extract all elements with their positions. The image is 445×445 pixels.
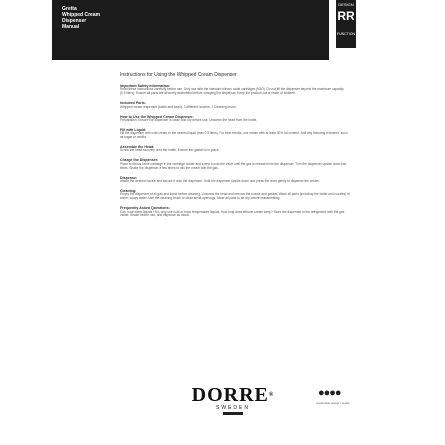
section-heading: Dispense: bbox=[120, 175, 138, 180]
section bbox=[120, 176, 350, 184]
section-text: Empty the dispenser of all gas and liquid before cleaning. Unscrew the head and remove the nozzle and gasket. Wash all parts (including the bottle and nozzles) in warm, soapy water. Use the cleaning brush to clean small openings. Allow all parts to air dry before reassembling. bbox=[120, 192, 350, 201]
header-text bbox=[62, 6, 100, 30]
section-text: Whipped cream dispenser (bottle and head), 3 different nozzles, 1 Cleaning brush. bbox=[120, 104, 237, 109]
brand-underline bbox=[223, 412, 243, 415]
dots-mark: ●●●● bbox=[318, 387, 341, 399]
section-text: Can I use warm liquids? No, only use cold or room temperature liquids. How long does leftover cream keep? Store the dispenser in the refrigerator with the gas inside. Shake before use, and dispense as usual. bbox=[120, 209, 345, 218]
section bbox=[120, 145, 350, 153]
badge-logo-text: RR bbox=[337, 9, 355, 23]
section-text: Attach the desired nozzle and secure it onto the dispenser. Hold the dispenser upside down and press the lever gently to dispense the cream. bbox=[120, 179, 320, 183]
section-heading: Fill with Liquid: bbox=[120, 127, 147, 132]
section-heading: Charge the Dispenser: bbox=[120, 158, 159, 163]
dots-caption: sustainable design • quality bbox=[316, 401, 350, 405]
badge-bottom-text: FUNCTION bbox=[336, 32, 356, 36]
section-heading: Included Parts: bbox=[120, 101, 146, 106]
brand-logo bbox=[183, 385, 283, 405]
instructions-content bbox=[120, 84, 350, 223]
section bbox=[120, 206, 350, 218]
brand-footer bbox=[183, 385, 283, 415]
registered-mark: ® bbox=[268, 392, 275, 398]
badge-top-text: DESIGN bbox=[338, 2, 354, 7]
section-text: Place a nitrous oxide cartridge in the cartridge holder and screw it onto the valve until the gas is released into the dispenser. Turn the dispenser upside down two times. Shake the dispenser a few times to mix the cream with the gas. bbox=[120, 161, 347, 170]
section-heading: Frequently Asked Questions: bbox=[120, 206, 170, 211]
section bbox=[120, 101, 350, 109]
section-heading: Assemble the Head: bbox=[120, 145, 155, 150]
section bbox=[120, 158, 350, 170]
section bbox=[120, 128, 350, 140]
section-text: Preparation: Ensure the dispenser is clean and dry before use. Unscrew the head from the bottle. bbox=[120, 117, 258, 122]
document-title: Instructions for Using the Whipped Cream Dispenser bbox=[120, 72, 237, 78]
header-line: Manual bbox=[62, 24, 80, 30]
brand-name: DORRE bbox=[191, 384, 269, 406]
section-heading: Cleaning: bbox=[120, 188, 137, 193]
header-line: Gretta bbox=[62, 6, 77, 12]
section bbox=[120, 115, 350, 123]
section bbox=[120, 189, 350, 201]
section-text: Fill the dispenser with cold cream or the desired liquid (max 0.5 liters). For best results, use cream with at least 30% fat content. Add any flavoring if desired, such as sugar or vanilla. bbox=[120, 131, 348, 140]
design-badge bbox=[336, 0, 356, 48]
brand-country: SWEDEN bbox=[216, 405, 250, 411]
section-heading: Important Safety Information: bbox=[120, 84, 171, 88]
header-line: Dispenser bbox=[62, 18, 87, 24]
header-banner bbox=[52, 0, 329, 60]
section-text: Read these instructions carefully before use. Only use with the intended nitrous oxide cartridges (N2O). Do not fill the dispenser beyond the maximum capacity (0.5 liters). Ensure all parts are securely assembled before charging the dispenser. Keep the product out of reach of children. bbox=[120, 87, 344, 96]
section bbox=[120, 84, 350, 96]
section-text: Screw the head securely onto the bottle. Ensure the gasket is in place. bbox=[120, 148, 220, 153]
header-line: Whipped Cream bbox=[62, 12, 101, 18]
section-heading: How to Use the Whipped Cream Dispenser: bbox=[120, 114, 194, 119]
